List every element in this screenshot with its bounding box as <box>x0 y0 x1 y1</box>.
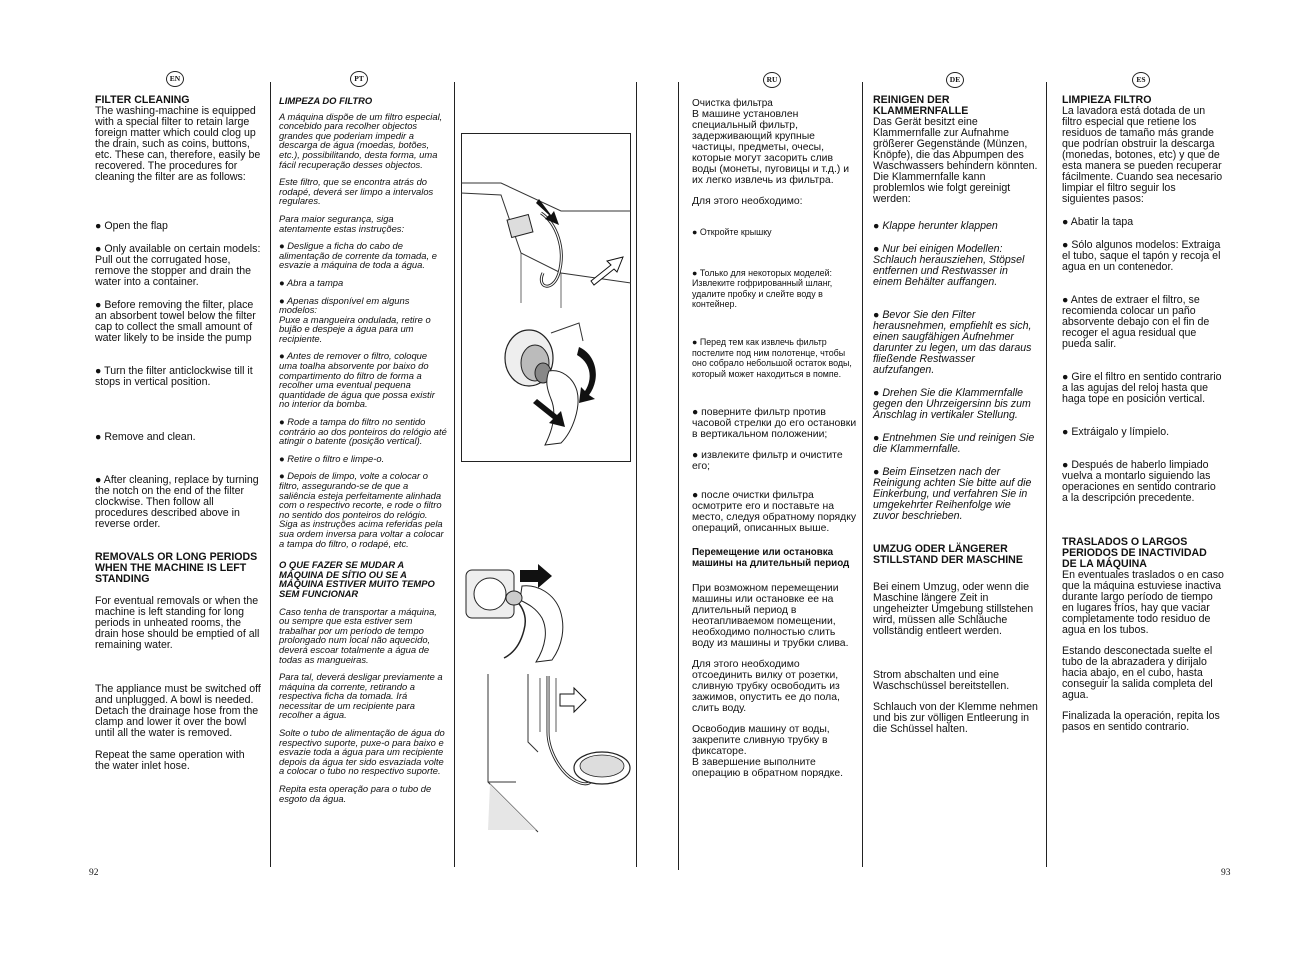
plug-head <box>506 591 522 605</box>
arrow-right-icon-3 <box>560 688 586 712</box>
badge-es: ES <box>1132 72 1150 88</box>
ru-bullet-2: ● Только для некоторых моделей: Извлеките гофрированный шланг, удалите пробку и слейте воду в контейнер. <box>692 267 833 310</box>
es-bullet-3: ● Antes de extraer el filtro, se recomienda colocar un paño absorvente debajo con el fin de recoger el agua residual que pueda salir. <box>1062 294 1210 350</box>
column-es <box>1062 95 1224 743</box>
de-bullet-5: ● Entnehmen Sie und reinigen Sie die Klammernfalle. <box>873 432 1035 455</box>
en-bullet-3a: ● Before removing the filter, place an absorbent towel below the filter <box>95 299 256 322</box>
ru-bullet-3: ● Перед тем как извлечь фильтр постелите под ним полотенце, чтобы оно собрало небольшой остаток воды, который может находиться в помпе. <box>692 336 852 379</box>
pt-para-6: Solte o tubo de alimentação de água do respectivo suporte, puxe-o para baixo e esvazie toda a água para um recipiente depois da água ter sido esvaziada volte a colocar o tubo no respectivo suporte. <box>279 727 445 777</box>
en-bullet-2 <box>95 244 261 288</box>
en-title: FILTER CLEANING <box>95 94 190 106</box>
en-bullet-5: ● Remove and clean. <box>95 431 196 443</box>
ru-intro: В машине установлен специальный фильтр, задерживающий крупные частицы, предметы, очесы, которые могут засорить слив воды (монеты, пуговицы и т.д.) и их легко извлечь из фильтра. <box>692 109 850 186</box>
filter-removal-illustration <box>461 133 631 463</box>
hand <box>545 371 578 445</box>
pt-title-2: O QUE FAZER SE MUDAR A MÁQUINA DE SÍTIO OU SE A MÁQUINA ESTIVER MUITO TEMPO SEM FUNCIONAR <box>279 559 435 599</box>
pt-bullet-7: ● Depois de limpo, volte a colocar o filtro, assegurando-se de que a saliência esteja perfeitamente alinhada com o respectivo recorte, e rode o filtro no sentido dos ponteiros do relógio. Siga as instruções acima referidas pela sua ordem inversa para voltar a colocar a tampa do filtro, o rodapé, etc. <box>279 470 444 549</box>
en-bullet-2a: ● Only available on certain models: <box>95 243 261 255</box>
pt-bullet-1: ● Desligue a ficha do cabo de alimentação de corrente da tomada, e esvazie a máquina de toda a água. <box>279 240 437 271</box>
ru-para-1: При возможном перемещении машины или остановке ее на длительный период в неотапливаемом помещении, необходимо полностью слить воду из машины и трубки слива. <box>692 583 849 650</box>
page-number-right: 93 <box>1221 868 1231 878</box>
de-bullet-6: ● Beim Einsetzen nach der Reinigung achten Sie bitte auf die Einkerbung, und verfahren Sie in umgekehrter Reihenfolge wie zuvor beschrieben. <box>873 466 1032 522</box>
es-bullet-1: ● Abatir la tapa <box>1062 216 1134 228</box>
pt-title: LIMPEZA DO FILTRO <box>279 95 373 106</box>
divider-ru-de <box>862 82 863 867</box>
de-bullet-1: ● Klappe herunter klappen <box>873 220 998 232</box>
pt-bullet-3a: ● Apenas disponível em alguns modelos: <box>279 294 410 316</box>
page-number-left: 92 <box>89 868 99 878</box>
ru-bullet-6: ● после очистки фильтра осмотрите его и поставьте на место, следуя обратному порядку операций, описанных выше. <box>692 490 857 535</box>
rotate-anticlockwise-icon <box>577 347 596 403</box>
machine-shade <box>488 784 536 830</box>
badge-en: EN <box>166 71 184 87</box>
ru-para-3: Освободив машину от воды, закрепите сливную трубку в фиксаторе. <box>692 724 830 758</box>
column-pt <box>279 96 447 811</box>
ru-title: Очистка фильтра <box>692 98 773 109</box>
divider-de-es <box>1046 82 1047 867</box>
en-bullet-3b: cap to collect the small amount of water likely to be inside the pump <box>95 321 253 344</box>
pt-bullet-2: ● Abra a tampa <box>279 276 344 288</box>
en-title-2: REMOVALS OR LONG PERIODS WHEN THE MACHINE IS LEFT STANDING <box>95 551 258 585</box>
pt-bullet-5: ● Rode a tampa do filtro no sentido contrário ao dos ponteiros do relógio até atingir o batente (posição vertical). <box>279 416 447 447</box>
es-para-1: En eventuales traslados o en caso que la máquina estuviese inactiva durante largo período de tiempo en lugares fríos, hay que vaciar completamente todo residuo de agua en los tubos. <box>1062 569 1224 636</box>
socket-face <box>474 578 506 610</box>
en-para-3: Repeat the same operation with the water inlet hose. <box>95 749 245 772</box>
divider-pt-illus <box>454 82 455 867</box>
en-para-2: The appliance must be switched off and unplugged. A bowl is needed. Detach the drainage hose from the clamp and lower it over the bowl until all the water is removed. <box>95 683 261 739</box>
ru-para-4: В завершение выполните операцию в обратном порядке. <box>692 757 844 780</box>
badge-pt: PT <box>350 71 368 87</box>
en-bullet-6: ● After cleaning, replace by turning the notch on the end of the filter clockwise. Then follow all procedures described above in reverse order. <box>95 474 259 530</box>
de-bullet-4: ● Drehen Sie die Klammernfalle gegen den Uhrzeigersinn bis zum Anschlag in vertikaler Stellung. <box>873 387 1031 421</box>
machine-edge-top <box>461 183 631 211</box>
es-bullet-6: ● Después de haberlo limpiado vuelva a montarlo siguiendo las operaciones en sentido contrario a la descripción precedente. <box>1062 459 1216 504</box>
en-intro: The washing-machine is equipped with a special filter to retain large foreign matter which could clog up the drain, such as coins, buttons, etc. These can, therefore, easily be recovered. The procedures for cleaning the filter are as follows: <box>95 105 261 183</box>
pt-bullet-3 <box>279 296 447 344</box>
de-intro: Das Gerät besitzt eine Klammernfalle zur Aufnahme größerer Gegenstände (Münzen, Knöpfe), die das Abpumpen des Waschwassers behindern könnten. Die Klammernfalle kann problemlos wie folgt gereinigt werden: <box>873 116 1038 205</box>
es-para-3: Finalizada la operación, repita los pasos en sentido contrario. <box>1062 710 1220 733</box>
divider-en-pt <box>270 82 271 867</box>
ru-bullet-4: ● поверните фильтр против часовой стрелки до его остановки в вертикальном положении; <box>692 407 857 441</box>
de-para-3: Schlauch von der Klemme nehmen und bis zur völligen Entleerung in die Schüssel halten. <box>873 701 1038 735</box>
en-para-1: For eventual removals or when the machine is left standing for long periods in unheated rooms, the drain hose should be emptied of all remaining water. <box>95 595 260 651</box>
ru-bullet-5: ● извлеките фильтр и очистите его; <box>692 450 843 473</box>
pt-para-2: Este filtro, que se encontra atrás do rodapé, deverá ser limpo a intervalos regulares. <box>279 176 434 207</box>
en-bullet-4: ● Turn the filter anticlockwise till it stops in vertical position. <box>95 365 253 388</box>
de-para-1: Bei einem Umzug, oder wenn die Maschine längere Zeit in ungeheizter Umgebung stillstehen wird, müssen alle Schläuche vollständig entleert werden. <box>873 581 1034 637</box>
es-bullet-4: ● Gire el filtro en sentido contrario a las agujas del reloj hasta que haga tope en posición vertical. <box>1062 371 1222 405</box>
pt-para-4: Caso tenha de transportar a máquina, ou sempre que esta estiver sem trabalhar por um período de tempo prolongado num local não aquecido, deverá escoar totalmente a água de todas as mangueiras. <box>279 605 437 665</box>
es-title: LIMPIEZA FILTRO <box>1062 94 1152 106</box>
badge-ru: RU <box>763 72 781 88</box>
de-bullet-2: ● Nur bei einigen Modellen: Schlauch herausziehen, Stöpsel entfernen und Restwasser in einem Behälter auffangen. <box>873 243 1025 288</box>
arrow-right-icon-2 <box>520 564 552 588</box>
de-bullet-3: ● Bevor Sie den Filter herausnehmen, empfiehlt es sich, einen saugfähigen Aufnehmer darunter zu legen, um das daraus fließende Restwasser aufzufangen. <box>873 309 1032 376</box>
pt-bullet-6: ● Retire o filtro e limpe-o. <box>279 452 385 464</box>
de-para-2: Strom abschalten und eine Waschschüssel bereitstellen. <box>873 669 1010 692</box>
de-title: REINIGEN DER KLAMMERNFALLE <box>873 94 969 117</box>
flap-open-outline <box>551 323 583 341</box>
es-title-2: TRASLADOS O LARGOS PERIODOS DE INACTIVIDAD DE LA MÁQUINA <box>1062 536 1207 570</box>
ru-title-2: Перемещение или остановка машины на длительный период <box>692 547 850 569</box>
filter-flap <box>507 214 533 237</box>
pt-bullet-4: ● Antes de remover o filtro, coloque uma toalha absorvente por baixo do compartimento do filtro de forma a recolher uma eventual pequena quantidade de água que possa existir no interior da bomba. <box>279 350 435 410</box>
divider-illus-ru <box>678 82 679 870</box>
pt-para-3: Para maior segurança, siga atentamente estas instruções: <box>279 212 405 234</box>
ru-bullet-1: ● Откройте крышку <box>692 227 772 237</box>
ru-need: Для этого необходимо: <box>692 196 803 207</box>
es-intro: La lavadora está dotada de un filtro especial que retiene los residuos de tamaño más grande que podrían obstruir la descarga (monedas, botones, etc) y que de esta manera se pueden recuperar fácilmente. Cuando sea necesario limpiar el filtro seguir los siguientes pasos: <box>1062 105 1223 205</box>
pt-para-5: Para tal, deverá desligar previamente a máquina da corrente, retirando a respectiva ficha da tomada. Irá necessitar de um recipiente para recolher a água. <box>279 671 443 721</box>
es-bullet-5: ● Extráigalo y límpielo. <box>1062 426 1170 438</box>
divider-center <box>636 82 637 867</box>
drain-bowl-illustration <box>478 672 634 834</box>
en-bullet-3 <box>95 300 261 344</box>
es-para-2: Estando desconectada suelte el tubo de la abrazadera y dirijalo hacia abajo, en el cubo, hasta conseguir la salida completa del agua. <box>1062 645 1213 701</box>
pt-para-7: Repita esta operação para o tubo de esgoto da água. <box>279 783 432 804</box>
badge-de: DE <box>946 72 964 88</box>
de-title-2: UMZUG ODER LÄNGERER STILLSTAND DER MASCHINE <box>873 543 1023 566</box>
plug-hand <box>520 586 563 662</box>
arrow-down-icon <box>536 199 559 225</box>
machine-back <box>528 674 538 752</box>
pt-para-1: A máquina dispõe de um filtro especial, concebido para recolher objectos grandes que poderiam impedir a descarga de água (moedas, botões, etc.), possibilitando, desta forma, uma fácil recuperação desses objectos. <box>279 110 443 170</box>
en-bullet-2b: Pull out the corrugated hose, remove the stopper and drain the water into a container. <box>95 254 252 288</box>
pt-bullet-3b: Puxe a mangueira ondulada, retire o bujão e despeje a água para um recipiente. <box>279 313 431 344</box>
unplug-illustration <box>462 560 582 665</box>
column-de <box>873 95 1039 745</box>
column-en <box>95 95 261 782</box>
ru-para-2: Для этого необходимо отсоединить вилку от розетки, сливную трубку освободить из зажимов, опустить ее до пола, слить воду. <box>692 659 840 715</box>
water-bowl-inner <box>580 755 624 777</box>
es-bullet-2: ● Sólo algunos modelos: Extraiga el tubo, saque el tapón y recoja el agua en un contenedor. <box>1062 239 1221 273</box>
column-ru <box>692 98 858 789</box>
en-bullet-1: ● Open the flap <box>95 220 168 232</box>
